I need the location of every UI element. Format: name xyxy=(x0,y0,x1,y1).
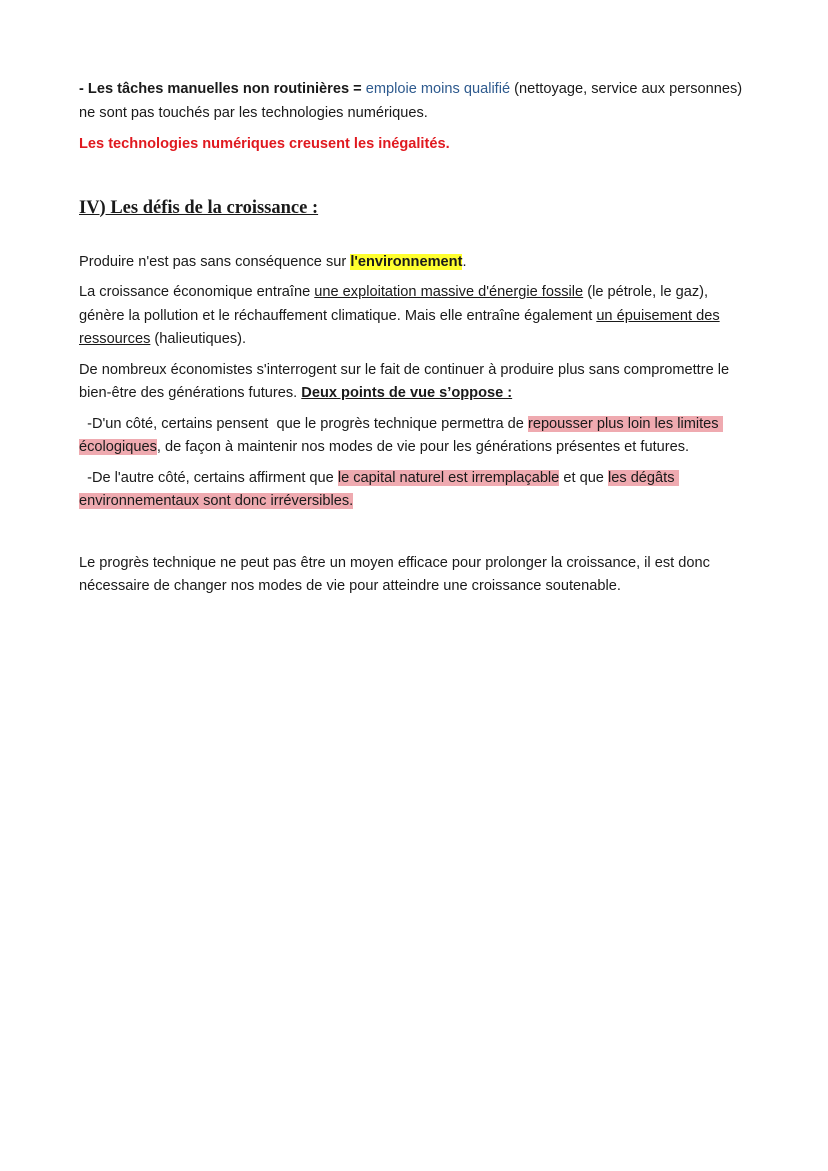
fossil-energy-underline: une exploitation massive d'énergie fossile xyxy=(314,284,584,300)
growth-text-3: (halieutiques). xyxy=(150,331,247,347)
view1-after: , de façon à maintenir nos modes de vie pour les générations présentes et futures. xyxy=(156,439,690,455)
intro-after: . xyxy=(462,253,467,270)
growth-text-1: La croissance économique entraîne xyxy=(79,284,315,300)
view1-before: -D'un côté, certains pensent que le progrès technique permettra de xyxy=(79,415,528,432)
manual-tasks-suffix: (nettoyage, service aux personnes) ne sont pas touchés par les technologies numériques. xyxy=(79,81,743,121)
optimist-view-paragraph xyxy=(79,413,751,460)
economists-text: De nombreux économistes s'interrogent sur le fait de continuer à produire plus sans compromettre le bien-être des générations futures. xyxy=(79,361,730,401)
irreversible-damage-highlight: les dégâts environnementaux sont donc irréversibles. xyxy=(79,469,679,509)
growth-consequences-paragraph xyxy=(79,281,751,352)
pessimist-view-paragraph xyxy=(79,467,751,514)
environment-highlight: l'environnement xyxy=(350,253,463,270)
ecological-limits-highlight: repousser plus loin les limites écologiques xyxy=(79,415,723,455)
conclusion-paragraph: Le progrès technique ne peut pas être un moyen efficace pour prolonger la croissance, il est donc nécessaire de changer nos modes de vie pour atteindre une croissance soutenable. xyxy=(79,554,710,594)
natural-capital-highlight: le capital naturel est irremplaçable xyxy=(337,469,560,486)
two-views-label: Deux points de vue s’oppose : xyxy=(301,385,513,401)
document-page xyxy=(79,78,751,599)
resource-depletion-underline: un épuisement des ressources xyxy=(79,307,720,347)
section-heading: IV) Les défis de la croissance : xyxy=(79,197,319,218)
economists-paragraph xyxy=(79,359,751,406)
less-qualified-jobs-text: emploie moins qualifié xyxy=(365,81,511,97)
view2-middle: et que xyxy=(559,469,608,486)
inequality-statement: Les technologies numériques creusent les inégalités. xyxy=(79,136,450,152)
intro-before: Produire n'est pas sans conséquence sur xyxy=(79,253,351,270)
growth-text-2: (le pétrole, le gaz), génère la pollution et le réchauffement climatique. Mais elle entraîne également xyxy=(79,284,709,324)
manual-tasks-paragraph xyxy=(79,78,751,125)
intro-paragraph xyxy=(79,251,751,275)
view2-before: -De l'autre côté, certains affirment que xyxy=(79,469,338,486)
manual-tasks-label: - Les tâches manuelles non routinières = xyxy=(79,81,366,97)
